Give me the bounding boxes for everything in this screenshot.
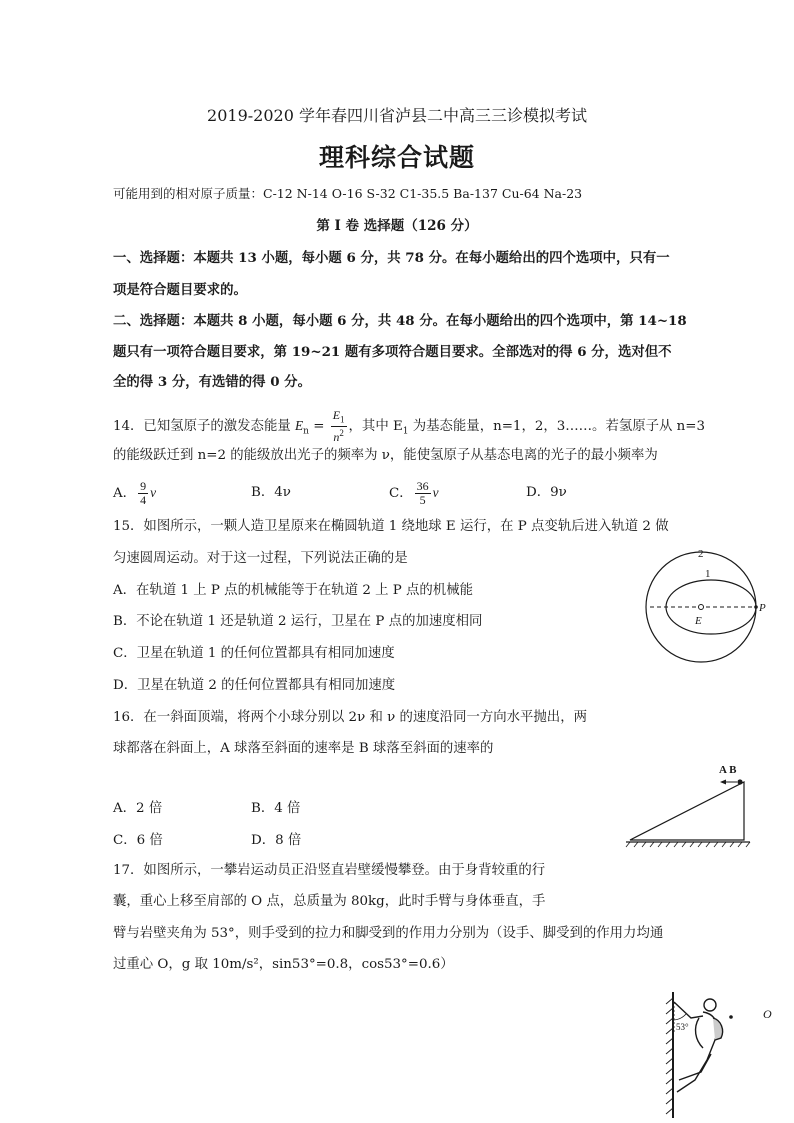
angle-arc <box>674 1014 686 1020</box>
ab-label: A B <box>719 764 737 776</box>
q16-option-b[interactable]: B．4 倍 <box>251 801 301 816</box>
p-point <box>754 605 758 609</box>
q14-stem-line2: 的能级跃迁到 n=2 的能级放出光子的频率为 ν，能使氢原子从基态电离的光子的最小频率为 <box>113 448 658 463</box>
q16-stem-line2: 球都落在斜面上，A 球落至斜面的速率是 B 球落至斜面的速率的 <box>113 741 494 756</box>
q16-option-a[interactable]: A．2 倍 <box>113 801 163 816</box>
q14-option-a[interactable] <box>113 476 156 511</box>
center-of-mass-label: O <box>763 1007 772 1021</box>
climber-figure <box>655 988 780 1120</box>
q14-option-a-label: A． <box>113 486 137 501</box>
q15-option-c[interactable]: C．卫星在轨道 1 的任何位置都具有相同加速度 <box>113 646 395 661</box>
atomic-masses: 可能用到的相对原子质量：C-12 N-14 O-16 S-32 C1-35.5 Ba-137 Cu-64 Na-23 <box>113 186 583 201</box>
orbit-figure <box>640 545 770 675</box>
velocity-arrowhead <box>720 780 726 785</box>
wall-hatching <box>666 998 673 1114</box>
climber-backpack <box>713 1018 723 1040</box>
q14-formula-num: E <box>332 407 341 422</box>
q14-rest: 为基态能量，n=1，2，3……。若氢原子从 n=3 <box>408 419 706 434</box>
angle-label: 53° <box>676 1022 689 1032</box>
ball-b <box>737 779 742 784</box>
q14-formula-den: n <box>333 430 340 445</box>
q14-prefix: 14．已知氢原子的激发态能量 <box>113 419 295 434</box>
climber-leg-2 <box>679 1054 711 1080</box>
q17-stem-line2: 囊，重心上移至肩部的 O 点，总质量为 80kg，此时手臂与身体垂直，手 <box>113 894 546 909</box>
q14-formula-lhs: E <box>294 418 304 433</box>
incline-triangle <box>630 782 744 840</box>
q14-option-a-num: 9 <box>140 479 147 493</box>
q14-option-c[interactable] <box>389 476 439 511</box>
q14-option-c-num: 36 <box>416 479 429 493</box>
q14-option-c-fraction <box>415 480 431 507</box>
exam-title: 2019-2020 学年春四川省泸县二中高三三诊模拟考试 <box>207 106 587 125</box>
part1-title: 第 I 卷 选择题（126 分） <box>316 218 478 234</box>
q15-option-d[interactable]: D．卫星在轨道 2 的任何位置都具有相同加速度 <box>113 678 396 693</box>
ground-hatching <box>626 842 750 847</box>
q14-formula-lhs-sub: n <box>303 426 309 437</box>
q16-option-c[interactable]: C．6 倍 <box>113 833 163 848</box>
section2-instruction-line2: 题只有一项符合题目要求，第 19~21 题有多项符合题目要求。全部选对的得 6 分，选对但不 <box>113 344 672 360</box>
climber-body <box>674 999 723 1092</box>
q17-stem-line3: 臂与岩壁夹角为 53°，则手受到的拉力和脚受到的作用力分别为（设手、脚受到的作用力均通 <box>113 926 664 941</box>
earth-label: E <box>695 615 702 627</box>
p-label: P <box>759 602 766 614</box>
q15-stem-line2: 匀速圆周运动。对于这一过程，下列说法正确的是 <box>113 551 408 566</box>
q14-stem-line1 <box>113 408 705 450</box>
q15-stem-line1: 15．如图所示，一颗人造卫星原来在椭圆轨道 1 绕地球 E 运行，在 P 点变轨后进入轨道 2 做 <box>113 519 669 534</box>
section1-instruction-line1: 一、选择题：本题共 13 小题，每小题 6 分，共 78 分。在每小题给出的四个选项中，只有一 <box>113 250 670 266</box>
q14-option-d[interactable]: D．9ν <box>526 485 567 500</box>
q16-option-d[interactable]: D．8 倍 <box>251 833 302 848</box>
q15-option-b[interactable]: B．不论在轨道 1 还是轨道 2 运行，卫星在 P 点的加速度相同 <box>113 614 483 629</box>
q14-formula-num-sub: 1 <box>340 414 345 425</box>
q14-option-c-den: 5 <box>419 493 426 507</box>
q14-option-a-suffix: ν <box>150 485 157 500</box>
q17-stem-line1: 17．如图所示，一攀岩运动员正沿竖直岩壁缓慢攀登。由于身背较重的行 <box>113 863 546 878</box>
q14-option-c-label: C． <box>389 486 413 501</box>
q14-option-a-fraction <box>138 480 148 507</box>
section1-instruction-line2: 项是符合题目要求的。 <box>113 282 247 298</box>
section2-instruction-line1: 二、选择题：本题共 8 小题，每小题 6 分，共 48 分。在每小题给出的四个选项中，第 14~18 <box>113 313 687 329</box>
orbit-2-label: 2 <box>698 548 704 560</box>
climber-head <box>704 999 716 1011</box>
section2-instruction-line3: 全的得 3 分，有选错的得 0 分。 <box>113 374 311 390</box>
q14-formula-den-sup: 2 <box>339 428 344 439</box>
climber-arm <box>674 1002 703 1018</box>
q15-option-a[interactable]: A．在轨道 1 上 P 点的机械能等于在轨道 2 上 P 点的机械能 <box>113 583 473 598</box>
q14-option-b[interactable]: B．4ν <box>251 485 291 500</box>
q14-option-a-den: 4 <box>140 493 147 507</box>
q14-options <box>113 476 673 510</box>
orbit-1-label: 1 <box>705 568 711 580</box>
q14-option-c-suffix: ν <box>432 485 439 500</box>
center-of-mass-dot <box>729 1015 733 1019</box>
climber-back <box>696 1018 703 1048</box>
earth-dot <box>699 605 704 610</box>
q17-stem-line4: 过重心 O，g 取 10m/s²，sin53°=0.8，cos53°=0.6） <box>113 957 454 972</box>
q14-mid-sub: 1 <box>402 426 409 437</box>
q14-formula-eq: = <box>308 419 329 434</box>
subject-title: 理科综合试题 <box>318 143 475 172</box>
q14-energy-fraction <box>331 409 347 444</box>
q16-stem-line1: 16．在一斜面顶端，将两个小球分别以 2ν 和 ν 的速度沿同一方向水平抛出，两 <box>113 710 587 725</box>
incline-figure <box>620 758 760 850</box>
q14-mid: ，其中 E <box>348 419 403 434</box>
